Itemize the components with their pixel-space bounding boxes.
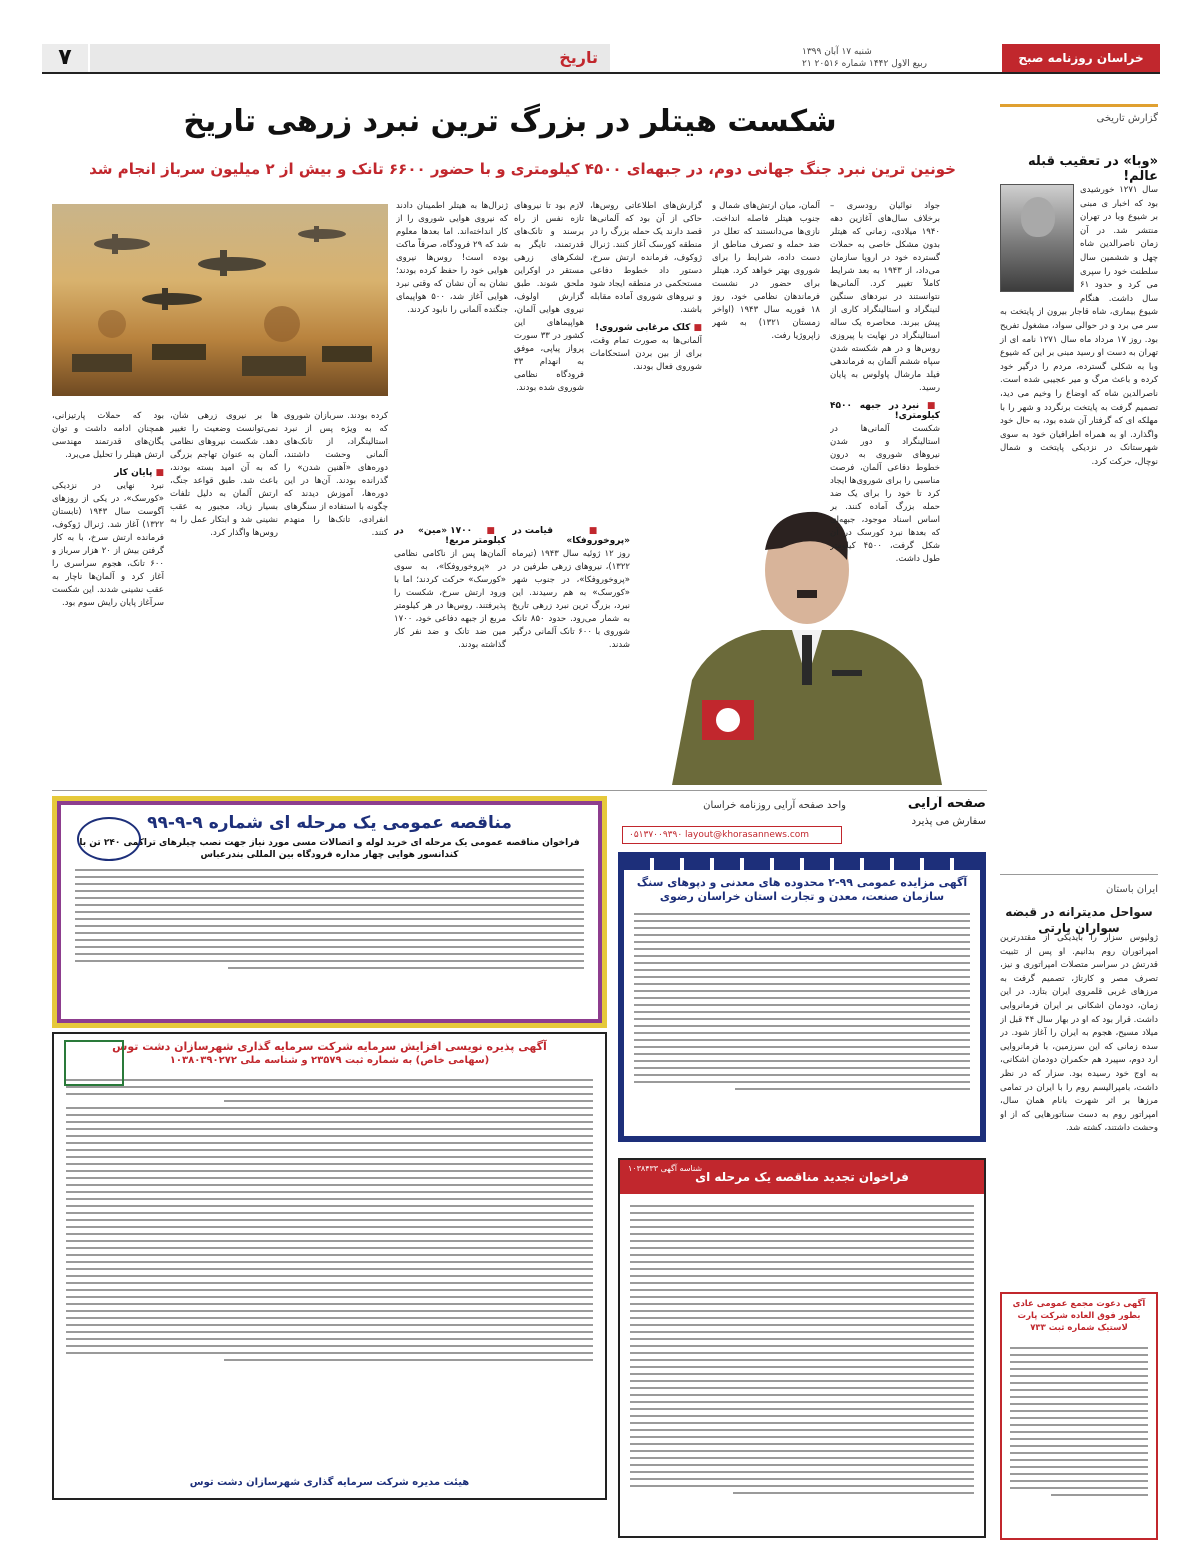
tender-ad-body	[75, 869, 584, 969]
article-subheading-1: ■ نبرد در جبهه ۴۵۰۰ کیلومتری!	[830, 401, 940, 421]
tender-renewal-id: شناسه آگهی ۱۰۳۸۴۳۳	[628, 1164, 703, 1173]
company-house-logo	[64, 1040, 124, 1086]
article-column-6	[512, 520, 630, 785]
article-subheading-5: ■ پایان کار	[52, 468, 164, 478]
battle-painting-photo	[52, 204, 388, 396]
layout-ad-unit: واحد صفحه آرایی روزنامه خراسان	[703, 800, 846, 811]
article-column-3	[590, 200, 702, 520]
sidebar-title-2: سواحل مدیترانه در قبضه سواران پارتی	[1005, 905, 1153, 935]
layout-service-ad	[618, 796, 986, 848]
tender-ad-airport	[52, 796, 607, 1028]
sidebar-body	[1000, 184, 1158, 469]
layout-ad-title: صفحه آرایی	[907, 796, 986, 811]
tender-ad-title: مناقصه عمومی یک مرحله ای شماره ۹-۹-۹۹	[147, 813, 512, 833]
sidebar-tag-2: ایران باستان	[1106, 884, 1158, 895]
masthead	[42, 44, 1160, 93]
article-subheading-3: ■ قیامت در «پروخوروفکا»	[512, 526, 630, 546]
article-divider	[52, 790, 987, 791]
tender-ad-subtitle: فراخوان مناقصه عمومی یک مرحله ای خرید لوله و اتصالات مسی مورد نیاز جهت نصب چیلرهای تراکمی ۲۴۰ تن با کندانسور هوایی چهار مداره فرودگاه بین المللی بندرعباس	[79, 838, 580, 860]
article-paragraph-9: ها بر نیروی زرهی شان، نمی‌توانست وضعیت را تغییر دهد. شکست نیروهای نظامی آلمان به عنوان تهاجم بزرگی که به آن امید بسته بودند، باعث شد. طبق قواعد جنگ، ارتش آلمان به دلیل تلفات بسیار زیاد، مجبور به عقب نشینی شد و ابتکار عمل را به روس‌ها واگذار کرد.	[170, 411, 278, 538]
assembly-ad-title: آگهی دعوت مجمع عمومی عادی بطور فوق العاده شرکت پارت لاستیک شماره ثبت ۷۳۳	[1012, 1299, 1146, 1333]
tender-renewal-body	[620, 1194, 984, 1505]
sidebar-title: «وبا» در تعقیب قبله عالم!	[1027, 154, 1158, 184]
article-column-2	[712, 200, 820, 460]
article-paragraph-6: روز ۱۲ ژوئیه سال ۱۹۴۳ (تیرماه ۱۳۲۲)، نیروهای زرهی طرفین در «پروخوروفکا»، در جنوب شهر «کورسک» به هم رسیدند. این نبرد، بزرگ ترین نبرد زرهی تاریخ به شمار می‌رود. حدود ۸۵۰ تانک شوروی با ۶۰۰ تانک آلمانی درگیر شدند.	[512, 549, 630, 650]
mining-ad-border	[624, 858, 980, 870]
article-lead: جواد نوائیان رودسری – برخلاف سال‌های آغازین دهه ۱۹۴۰ میلادی، زمانی که هیتلر بدون مشکل خاصی به حملات گسترده خود در اروپا سازمان می‌داد، از ۱۹۴۳ به بعد شرایط کاملاً تغییر کرد. آلمانی‌ها نتوانستند در نبردهای سنگین لنینگراد و استالینگراد کاری از پیش ببرند. محاصره یک ساله استالینگراد در نهایت با پیروزی روس‌ها و در هم شکسته شدن سپاه ششم آلمان به فرماندهی فیلد مارشال پاولوس به پایان رسید.	[830, 201, 940, 393]
sidebar-tag: گزارش تاریخی	[1000, 104, 1158, 124]
page-number: ۷	[42, 44, 88, 72]
mining-ad-body	[624, 904, 980, 1099]
article-subheading-4: ■ ۱۷۰۰ «مین» در کیلومتر مربع!	[394, 526, 506, 546]
article-column-7	[394, 520, 506, 785]
layout-ad-contact: ۰۵۱۳۷۰۰۹۳۹۰ layout@khorasannews.com	[622, 826, 842, 844]
sidebar-divider	[1000, 874, 1158, 875]
article-title: شکست هیتلر در بزرگ ترین نبرد زرهی تاریخ	[183, 104, 837, 139]
article-paragraph-7: آلمان‌ها پس از ناکامی نظامی در «پروخوروفکا»، به سوی «کورسک» حرکت کردند؛ اما با ورود ارتش سرخ، شکست را پذیرفتند. روس‌ها در هر کیلومتر مربع از جبهه دفاعی خود، ۱۷۰۰ مین ضد تانک و ضد نفر کار گذاشته بودند.	[394, 549, 506, 650]
article-column-1	[830, 200, 940, 780]
capital-increase-ad	[52, 1032, 607, 1500]
battle-painting-illustration	[52, 204, 388, 396]
article-column-8	[284, 410, 388, 785]
capital-ad-body	[54, 1066, 605, 1374]
airport-company-logo	[77, 817, 141, 861]
article-paragraph-2: آلمان، میان ارتش‌های شمال و جنوب هیتلر فاصله انداخت. نازی‌ها می‌دانستند که تعلل در ضد حمله و تصرف مناطق از دست داده، شرایط را برای شوروی بهتر خواهد کرد. هیتلر برای حضور در نشست فرماندهان نظامی خود، روز ۱۸ فوریه سال ۱۹۴۳ (اواخر زمستان ۱۳۲۱) به شهر زاپروژیا رفت.	[712, 201, 820, 341]
portrait-spacer	[1000, 184, 1080, 296]
article-paragraph-5: ژنرال‌ها به هیتلر اطمینان دادند که نیروی هوایی شوروی را از کار انداخته‌اند. اما بعدها معلوم شد که ۲۹ فرودگاه، صرفاً ماکت بوده است! روس‌ها نیروی هوایی خود را حفظ کرده بودند؛ نشان به آن نشان که وقتی نبرد هوایی آغاز شد، ۵۰۰ هواپیمای جنگنده آلمانی را نابود کردند.	[396, 201, 508, 315]
article-column-4	[514, 200, 584, 530]
sidebar-body-text: سال ۱۲۷۱ خورشیدی بود که اخبار ی مبنی بر شیوع وبا در تهران منتشر شد. در آن زمان ناصرالدین شاه چهل و ششمین سال سلطنت خود را سپری می کرد و حدود ۶۱ سال داشت. هنگام شیوع بیماری، شاه قاجار بیرون از پایتخت به سر می برد و در حوالی سواد، مشغول تفریح بود. روز ۱۷ مرداد ماه سال ۱۲۷۱ نامه ای از تهران به دست او رسید مبنی بر این که شیوع وبا به شکلی گسترده، مردم را درگیر خود کرده و باعث مرگ و میر عجیبی شده است. ناصرالدین شاه که اوضاع را وخیم می دید، تصمیم گرفت به پایتخت برنگردد و شهر را با مهلکه ای که گرفتار آن شده بود، به حال خود واگذارد. او به همراه اطرافیان خود به سوی شهرستانک در نزدیکی پایتخت و شمال نوچال، حرکت کرد.	[1000, 185, 1158, 467]
article-subtitle: خونین ترین نبرد جنگ جهانی دوم، در جبهه‌ای ۴۵۰۰ کیلومتری و با حضور ۶۶۰۰ تانک و بیش از ۲ میلیون سرباز انجام شد	[89, 160, 956, 178]
tender-renewal-ad	[618, 1158, 986, 1538]
assembly-invitation-ad	[1000, 1292, 1158, 1540]
capital-ad-signature: هیئت مدیره شرکت سرمایه گذاری شهرسازان دشت توس	[189, 1477, 470, 1488]
assembly-ad-body	[1002, 1338, 1156, 1505]
sidebar-body-2: ژولیوس سزار را بایدیکی از مقتدرترین امپراتوران روم بدانیم. او پس از تثبیت قدرتش در سراسر متصلات امپراتوری و نیز، تصرف مصر و کارتاژ، تصمیم گرفت به مرزهای غربی قلمروی ایران بتازد. در این زمان، دودمان اشکانی بر ایران فرمانروایی داشت. قرار بود که او در بهار سال ۴۴ قبل از میلاد مسیح، هجوم به ایران را آغاز شود. در سده زمانی که این سرزمین، با فرمانروایی ارد دوم، سپیرد هم حکمران دودمان اشکانی، به اوج خود رسیده بود. سزار که در نظر داشت، بامپرالیسم روم را با ایران در تمامی مرزها بر اثر شهرت بانام همان سال، امپراتور روم به دست سناتورهایی که از او وحشت داشتند، کشته شد.	[1000, 933, 1158, 1134]
tender-ad-frame	[57, 801, 602, 1023]
layout-ad-order: سفارش می پذیرد	[911, 816, 986, 827]
article-paragraph-8: کرده بودند. سربازان شوروی که به ویژه پس از نبرد استالینگراد، از تانک‌های آلمانی وحشت داشتند، دوره‌های «آهنین شدن» را گذرانده بودند. آن‌ها در این دوره‌ها، آموزش دیدند که چگونه با استفاده از سنگرهای انفرادی، تانک‌ها را منهدم کنند.	[284, 411, 388, 538]
article-paragraph-10: بود که حملات پارتیزانی، همچنان ادامه داشت و توان یگان‌های قدرتمند مهندسی ارتش هیتلر را تحلیل می‌برد.	[52, 411, 164, 460]
section-title: تاریخ	[90, 44, 610, 72]
article-column-9	[170, 410, 278, 785]
issue-date	[802, 46, 1002, 70]
article-subheading-2: ■ کلک مرغابی شوروی!	[590, 323, 702, 333]
article-paragraph-4: لازم بود تا نیروهای تازه نفس از راه برسند و تانک‌های قدرتمند، تایگر به لشکرهای زرهی مستقر در اوکراین ملحق شوند. طبق گزارش اولوف، نیروی هوایی آلمان، هواپیماهای این کشور در ۳۳ سورت پرواز پیاپی، موفق به انهدام ۳۳ فرودگاه نظامی شوروی شده بودند.	[514, 201, 584, 393]
tender-renewal-title: فراخوان تجدید مناقصه یک مرحله ای	[620, 1160, 984, 1194]
mining-auction-ad	[618, 852, 986, 1142]
newspaper-logo: خراسان روزنامه صبح ایران	[1002, 44, 1160, 72]
article-paragraph-1: شکست آلمانی‌ها در استالینگراد و دور شدن نیروهای شوروی به درون خطوط دفاعی آلمان، فرصت مناسبی را برای شوروی‌ها ایجاد کرد تا خود را برای یک ضد حمله بزرگ آماده کنند. بر اساس اسناد موجود، جبهه‌ای که بعدها نبرد کورسک در آن شکل گرفت، ۴۵۰۰ کیلومتر طول داشت.	[830, 424, 940, 564]
capital-ad-title: آگهی پذیره نویسی افزایش سرمایه شرکت سرمایه گذاری شهرسازان دشت توس	[112, 1040, 547, 1053]
mining-ad-title: آگهی مزایده عمومی ۹۹-۲ محدوده های معدنی و دپوهای سنگ سازمان صنعت، معدن و تجارت استان خراسان رضوی	[636, 876, 968, 903]
article-paragraph-3b: آلمانی‌ها به صورت تمام وقت، برای از بین بردن استحکامات شوروی فعال بودند.	[590, 336, 702, 372]
article-column-10	[52, 410, 164, 785]
article-paragraph-10b: نبرد نهایی در نزدیکی «کورسک»، در یکی از روزهای آگوست سال ۱۹۴۳ (تابستان ۱۳۲۲) آغاز شد. ژنرال ژوکوف، فرمانده ارتش سرخ، با به کار گرفتن بیش از ۲۰ هزار سرباز و ۶۰۰ تانک، هجوم سراسری را آغاز کرد و آلمان‌ها ناچار به عقب نشینی شدند. این شکست سرآغاز پایان رایش سوم بود.	[52, 481, 164, 608]
article-paragraph-3: گزارش‌های اطلاعاتی روس‌ها، حاکی از آن بود که آلمانی‌ها قصد دارند یک حمله بزرگ را در منطقه کورسک آغاز کنند. ژنرال ژوکوف، فرمانده ارتش سرخ، دستور داد خطوط دفاعی مستحکمی در منطقه ایجاد شود و نیروهای شوروی آماده مقابله باشند.	[590, 201, 702, 315]
article-column-5	[396, 200, 508, 530]
issue-date-line2: ۲۱ ربیع الاول ۱۴۴۲ شماره ۲۰۵۱۶	[802, 59, 927, 69]
issue-date-line1: شنبه ۱۷ آبان ۱۳۹۹	[802, 47, 872, 57]
capital-ad-subtitle: (سهامی خاص) به شماره ثبت ۲۳۵۷۹ و شناسه ملی ۱۰۳۸۰۳۹۰۲۷۲	[169, 1055, 490, 1066]
